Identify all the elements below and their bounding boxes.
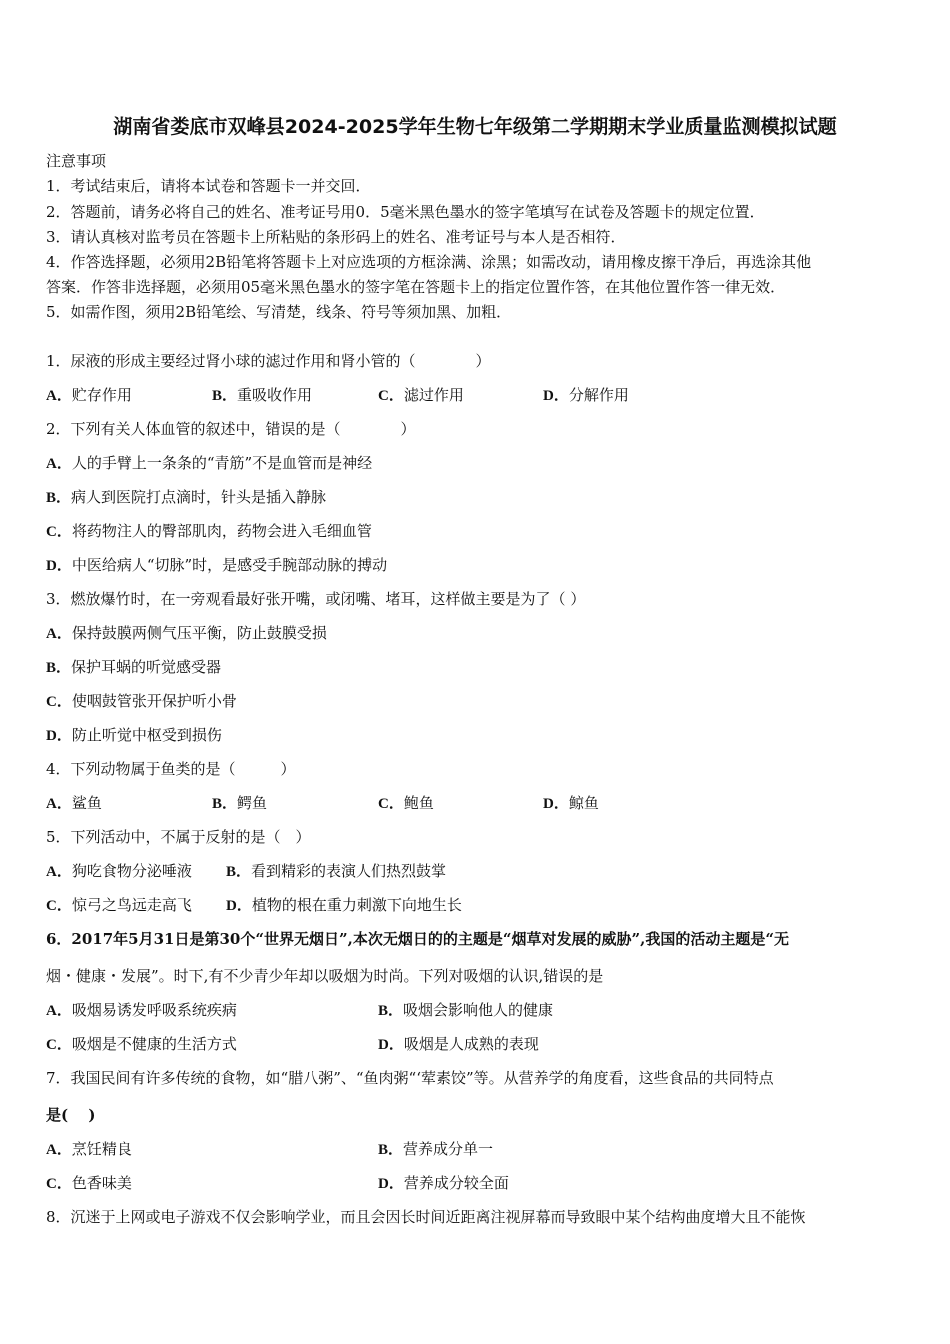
option-c: C．惊弓之鸟远走高飞 [46,896,192,914]
option-a: A．烹饪精良 [46,1140,132,1158]
notice-item: 答案．作答非选择题，必须用05毫米黑色墨水的签字笔在答题卡上的指定位置作答，在其他位置作答一律无效． [46,278,786,296]
option-d: D．吸烟是人成熟的表现 [378,1035,539,1053]
notice-heading: 注意事项 [46,152,107,170]
option-b: B．病人到医院打点滴时，针头是插入静脉 [46,488,327,506]
notice-item: 2．答题前，请务必将自己的姓名、准考证号用0．5毫米黑色墨水的签字笔填写在试卷及答题卡的规定位置． [46,203,765,221]
option-c: C．滤过作用 [378,386,464,404]
notice-item: 4．作答选择题，必须用2B铅笔将答题卡上对应选项的方框涂满、涂黑；如需改动，请用橡皮擦干净后，再选涂其他 [46,253,812,271]
option-b: B．保护耳蜗的听觉感受器 [46,658,222,676]
option-c: C．使咽鼓管张开保护听小骨 [46,692,237,710]
question-stem-continued: 是( ) [46,1106,96,1124]
option-d: D．分解作用 [543,386,629,404]
option-d: D．植物的根在重力刺激下向地生长 [226,896,462,914]
option-d: D．中医给病人“切脉”时，是感受手腕部动脉的搏动 [46,556,388,574]
question-stem: 8．沉迷于上网或电子游戏不仅会影响学业，而且会因长时间近距离注视屏幕而导致眼中某个结构曲度增大且不能恢 [46,1208,806,1226]
option-b: B．营养成分单一 [378,1140,494,1158]
notice-item: 3．请认真核对监考员在答题卡上所粘贴的条形码上的姓名、准考证号与本人是否相符． [46,228,626,246]
option-a: A．鲨鱼 [46,794,102,812]
question-stem-continued: 烟・健康・发展”。时下,有不少青少年却以吸烟为时尚。下列对吸烟的认识,错误的是 [46,967,604,985]
option-c: C．鲍鱼 [378,794,434,812]
option-b: B．重吸收作用 [212,386,313,404]
notice-item: 1．考试结束后，请将本试卷和答题卡一并交回． [46,177,371,195]
option-a: A．保持鼓膜两侧气压平衡，防止鼓膜受损 [46,624,327,642]
option-d: D．营养成分较全面 [378,1174,509,1192]
option-a: A．狗吃食物分泌唾液 [46,862,192,880]
option-a: A．吸烟易诱发呼吸系统疾病 [46,1001,237,1019]
option-d: D．防止听觉中枢受到损伤 [46,726,222,744]
question-stem: 4．下列动物属于鱼类的是（ ） [46,760,296,778]
exam-title: 湖南省娄底市双峰县2024-2025学年生物七年级第二学期期末学业质量监测模拟试题 [113,116,837,138]
question-stem: 3．燃放爆竹时，在一旁观看最好张开嘴，或闭嘴、堵耳，这样做主要是为了（ ） [46,590,586,608]
question-stem: 7．我国民间有许多传统的食物，如“腊八粥”、“鱼肉粥“‘荤素饺”等。从营养学的角度看，这些食品的共同特点 [46,1069,774,1087]
option-b: B．鳄鱼 [212,794,268,812]
option-a: A．贮存作用 [46,386,132,404]
question-stem: 6．2017年5月31日是第30个“世界无烟日”,本次无烟日的的主题是“烟草对发展的威胁”,我国的活动主题是“无 [46,930,789,948]
option-b: B．看到精彩的表演人们热烈鼓掌 [226,862,447,880]
option-a: A．人的手臂上一条条的“青筋”不是血管而是神经 [46,454,373,472]
option-b: B．吸烟会影响他人的健康 [378,1001,554,1019]
question-stem: 5．下列活动中，不属于反射的是（ ） [46,828,311,846]
option-c: C．将药物注人的臀部肌肉，药物会进入毛细血管 [46,522,372,540]
option-c: C．色香味美 [46,1174,132,1192]
option-c: C．吸烟是不健康的生活方式 [46,1035,237,1053]
question-stem: 1．尿液的形成主要经过肾小球的滤过作用和肾小管的（ ） [46,352,491,370]
notice-item: 5．如需作图，须用2B铅笔绘、写清楚，线条、符号等须加黑、加粗． [46,303,512,321]
question-stem: 2．下列有关人体血管的叙述中，错误的是（ ） [46,420,416,438]
option-d: D．鲸鱼 [543,794,599,812]
